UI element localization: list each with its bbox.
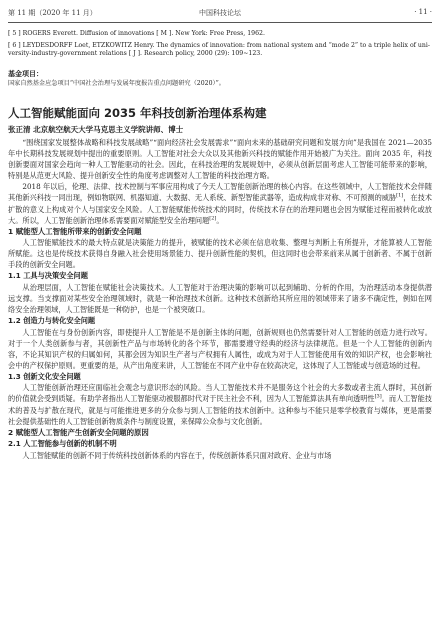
author-line: 张正清 北京航空航天大学马克思主义学院讲师、博士 xyxy=(8,125,184,134)
fund-title: 基金项目： xyxy=(8,69,43,78)
paragraph-text: ，在技术扩散的意义上构成对个人与国家安全风险。人工智能赋能传统技术的同时，传统技术存在的治理问题也会因为赋能过程而被转化或放大。所以，人工智能创新治理体系需要面对赋能型安全治理问题 xyxy=(8,193,432,225)
paragraph: 人工智能赋能的创新不同于传统科技创新体系的内容在于，传统创新体系只面对政府、企业与市场 xyxy=(22,450,332,460)
subsection-heading: 1.1 工具与决策安全问题 xyxy=(8,271,88,281)
citation-mark: [1] xyxy=(396,193,404,200)
reference-item-continuation: versity-industry-government relations [ J ]. Research policy, 2000 (29): 109~123. xyxy=(8,50,263,57)
fund-section xyxy=(8,69,432,88)
section-heading: 1 赋能型人工智能所带来的创新安全问题 xyxy=(8,226,142,236)
journal-name: 中国科技论坛 xyxy=(199,9,241,17)
subsection-heading: 2.1 人工智能参与创新的机制不明 xyxy=(8,439,117,449)
issue-label: 第 11 期（2020 年 11 月） xyxy=(8,9,97,17)
paragraph xyxy=(8,382,432,426)
article-body xyxy=(8,137,432,461)
paragraph: 人工智能赋能技术的最大特点就是决策能力的提升，被赋能的技术必须在信息收集、整理与判断上有所提升，才能算被人工智能所赋能。这也是传统技术获得自身融入社会使用场景能力、提升创新性能的契机，但这同时也会带来前来从属于创新者、不属于创新手段的创新安全问题。 xyxy=(8,238,432,270)
subsection-heading: 1.2 创造力与转化安全问题 xyxy=(8,316,96,326)
paragraph-text: 。而人工智能技术的普及与扩散在现代，就是与可能推进更多的分众参与到人工智能的技术创新中。这种参与不能只是零学校教育与媒体，更是需要社会提供基础性的人工智能创新物质条件与制度设置，来保障公众参与文化创新。 xyxy=(8,394,432,426)
paragraph-text: 。 xyxy=(216,215,224,225)
reference-list xyxy=(8,30,432,59)
paragraph: 人工智能在与身份创新内容，即使提升人工智能是不是创新主体的问题，创新规则也仍然需要针对人工智能的创造力进行改写。对于一个人类创新参与者，其创新性产品与市场转化的各个环节，都需要遵守经典的经济与法律规范。但是一个人工智能的创新内容，不论其知识产权的归属如何，其都会因为知识生产者与产权拥有人属性，或成为对于人工智能使用有效的知识产权，也会影响社会中的产权保护原则。更重要的是，从产出角度来讲，人工智能在不同产业中存在较高决定，这体现了人工智能或与创造场的过程。 xyxy=(8,327,432,370)
page-number: · 11 · xyxy=(414,8,432,16)
paragraph-text: 2018 年以后，伦理、法律、技术控制与军事应用构成了今天人工智能创新治理的核心内容。在这些领域中，人工智能技术会伴随其他新兴科技一同出现，例如物联网、机器知道、大数据、无人系统、新型智能武器等，造成构成非对称、不可预测的威胁 xyxy=(8,182,432,203)
article-author xyxy=(8,124,432,135)
reference-item: [ 6 ] LEYDESDORFF Loet, ETZKOWITZ Henry. The dynamics of innovation: from national system and “mode 2” to a triple helix of uni- xyxy=(8,41,430,49)
header-divider xyxy=(8,22,432,23)
article-title xyxy=(8,106,432,120)
paragraph-text: 人工智能创新治理还应面临社会观念与意识形态的风险。当人工智能技术并不是服务这个社会的大多数或者主流人群时，其创新的价值就会受到质疑。有助学者指出人工智能驱动被服都时代对于民主社会不利，因为人工智能算法具有单向透明性 xyxy=(8,383,432,404)
running-header xyxy=(8,8,432,20)
citation-mark: [3] xyxy=(374,394,382,401)
citation-mark: [2] xyxy=(209,215,217,222)
paragraph xyxy=(8,181,432,225)
section-heading: 2 赋能型人工智能产生创新安全问题的原因 xyxy=(8,427,149,437)
paragraph: “围绕国家发展整体战略和科技发展战略”“面向经济社会发展需求”“面向未来的基础研究问题和发展方向”是我国在 2021—2035 年中长期科技发展规划中提出的重要原则。人工智能对社会大众以及其他新兴科技的赋能作用开始被广为关注。面向 2035 年，科技创新要面对国家会趋向一种人工智能驱动的社会。因此，在科技治理的发展规划中，必须从创新层面考虑人工智能可能带来的影响，特别是从范更大风险、提升创新安全性的角度考虑调整对人工智能的科技治理方略。 xyxy=(8,138,432,181)
reference-item: [ 5 ] ROGERS Everett. Diffusion of innovations [ M ]. New York: Free Press, 1962. xyxy=(8,30,265,37)
fund-text: 国家自然基金应急项目“中国社会治理与发展年度报告重点问题研究（2020）”。 xyxy=(8,80,225,87)
article-title-text: 人工智能赋能面向 2035 年科技创新治理体系构建 xyxy=(8,106,267,120)
paragraph: 从治理层面，人工智能在赋能社会决策技术。人工智能对于治理决策的影响可以起到辅助、分析的作用，为治理活动本身提供潜远支撑。当支撑面对某些安全治理领域时，就是一种治理技术创新。这种技术创新给其所应用的领域带来了诸多不确定性，例如在网络安全治理领域，人工智能既是一种防护，也是一个被突破口。 xyxy=(8,282,432,315)
subsection-heading: 1.3 创新文化安全问题 xyxy=(8,371,81,381)
